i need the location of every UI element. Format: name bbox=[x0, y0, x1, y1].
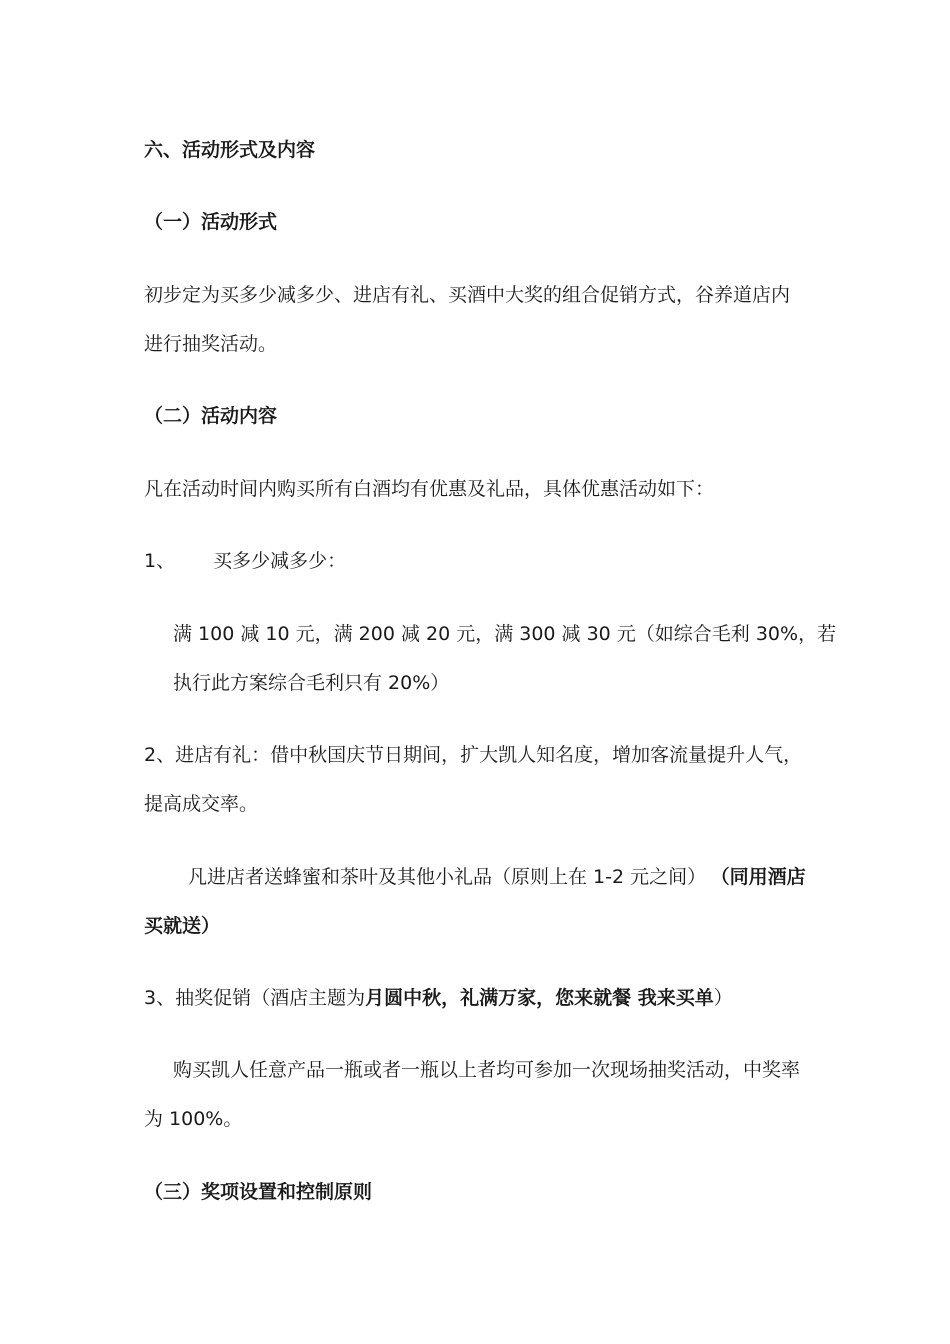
section-title: 六、活动形式及内容 bbox=[144, 139, 316, 161]
subsection-title-form: （一）活动形式 bbox=[144, 211, 278, 233]
paragraph-form-line1: 初步定为买多少减多少、进店有礼、买酒中大奖的组合促销方式，谷养道店内 bbox=[144, 284, 791, 306]
item3-suffix: ） bbox=[713, 987, 733, 1009]
item2-line2: 提高成交率。 bbox=[144, 793, 259, 815]
item3-detail-line1: 购买凯人任意产品一瓶或者一瓶以上者均可参加一次现场抽奖活动，中奖率 bbox=[173, 1059, 801, 1081]
item2-detail-bold: （同用酒店 bbox=[720, 866, 806, 888]
item1-heading bbox=[144, 549, 346, 573]
item2-detail-normal: 凡进店者送蜂蜜和茶叶及其他小礼品（原则上在 1-2 元之间） bbox=[188, 866, 707, 888]
item3-theme: 月圆中秋，礼满万家，您来就餐 我来买单 bbox=[365, 987, 714, 1009]
item1-title: 买多少减多少： bbox=[213, 550, 347, 572]
subsection-title-prizes: （三）奖项设置和控制原则 bbox=[144, 1181, 373, 1203]
item1-number: 1、 bbox=[144, 550, 176, 572]
item1-detail-line2: 执行此方案综合毛利只有 20%） bbox=[173, 672, 450, 694]
item3-detail-line2: 为 100%。 bbox=[144, 1108, 243, 1130]
item2-detail-line1 bbox=[188, 865, 806, 889]
subsection-title-content: （二）活动内容 bbox=[144, 405, 278, 427]
item1-detail-line1: 满 100 减 10 元，满 200 减 20 元，满 300 减 30 元（如综合毛利 30%，若 bbox=[173, 623, 837, 645]
item2-line1: 2、进店有礼：借中秋国庆节日期间，扩大凯人知名度，增加客流量提升人气， bbox=[144, 744, 803, 766]
paragraph-form-line2: 进行抽奖活动。 bbox=[144, 333, 278, 355]
paragraph-content-intro: 凡在活动时间内购买所有白酒均有优惠及礼品，具体优惠活动如下： bbox=[144, 478, 715, 500]
item2-detail-line2: 买就送） bbox=[144, 915, 221, 937]
item3-prefix: 3、抽奖促销（酒店主题为 bbox=[144, 987, 366, 1009]
item3-heading bbox=[144, 986, 733, 1010]
